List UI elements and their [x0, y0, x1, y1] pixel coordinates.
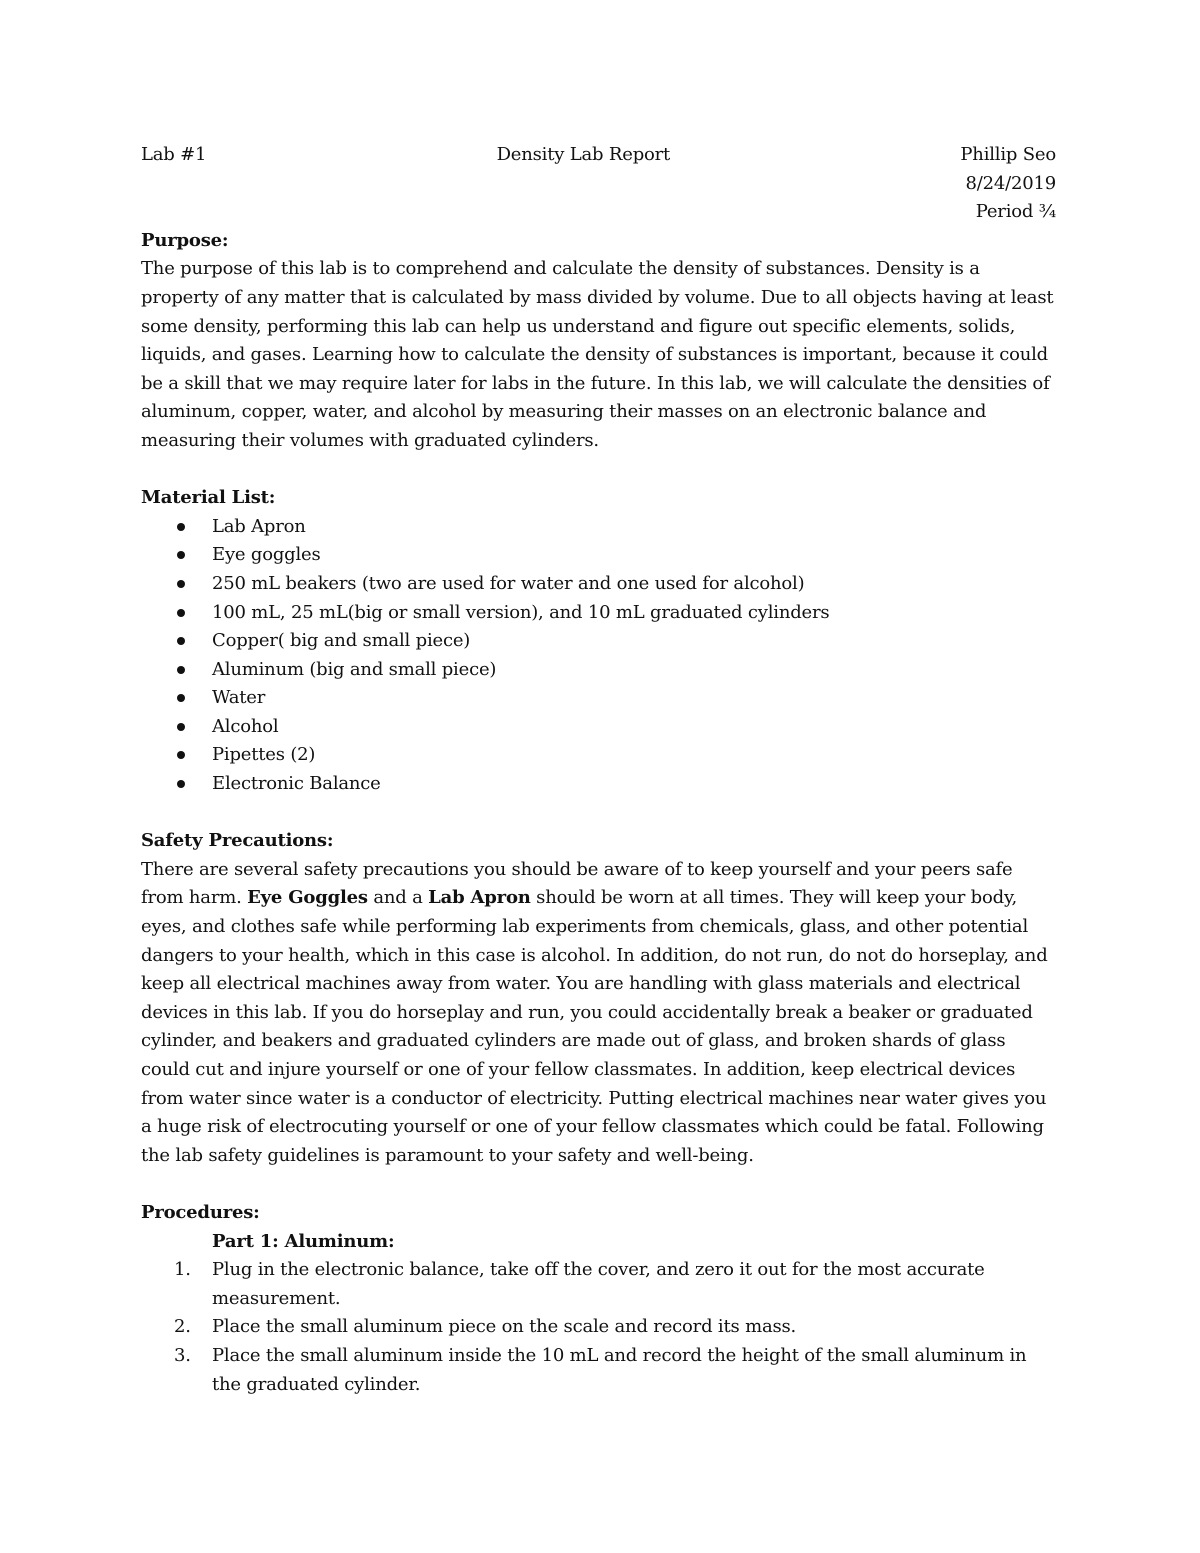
list-item — [141, 1313, 1056, 1342]
list-item: Pipettes (2) — [141, 741, 1056, 770]
list-item — [141, 1256, 1056, 1313]
materials-heading: Material List: — [141, 487, 276, 509]
bullet-icon — [177, 609, 185, 617]
list-item: Alcohol — [141, 713, 1056, 742]
bullet-icon — [177, 523, 185, 531]
safety-paragraph: There are several safety precautions you should be aware of to keep yourself and your peers safe from harm. Eye Goggles and a Lab Apron should be worn at all times. They will keep your body, eyes, and clothes safe while performing lab experiments from chemicals, glass, and other potential dangers to your health, which in this case is alcohol. In addition, do not run, do not do horseplay, and keep all electrical machines away from water. You are handling with glass materials and electrical devices in this lab. If you do horseplay and run, you could accidentally break a beaker or graduated cylinder, and beakers and graduated cylinders are made out of glass, and broken shards of glass could cut and injure yourself or one of your fellow classmates. In addition, keep electrical devices from water since water is a conductor of electricity. Putting electrical machines near water gives you a huge risk of electrocuting yourself or one of your fellow classmates which could be fatal. Following the lab safety guidelines is paramount to your safety and well-being. — [141, 858, 1048, 1166]
safety-heading: Safety Precautions: — [141, 830, 334, 852]
author-name: Phillip Seo — [960, 144, 1056, 165]
lab-number: Lab #1 — [141, 144, 207, 165]
class-period: Period ¾ — [975, 201, 1056, 223]
step-number: 3. — [174, 1344, 191, 1366]
lab-apron-emphasis: Lab Apron — [428, 887, 531, 909]
bullet-icon — [177, 666, 185, 674]
list-item: Lab Apron — [141, 513, 1056, 542]
eye-goggles-emphasis: Eye Goggles — [247, 887, 368, 909]
bullet-icon — [177, 780, 185, 788]
procedure-steps — [141, 1256, 1056, 1399]
step-text: Place the small aluminum piece on the scale and record its mass. — [212, 1316, 797, 1338]
bullet-icon — [177, 723, 185, 731]
list-item: Electronic Balance — [141, 770, 1056, 799]
part1-heading: Part 1: Aluminum: — [212, 1230, 395, 1252]
list-item: Copper( big and small piece) — [141, 627, 1056, 656]
document-title: Density Lab Report — [496, 144, 671, 165]
list-item: 100 mL, 25 mL(big or small version), and 10 mL graduated cylinders — [141, 599, 1056, 628]
bullet-icon — [177, 580, 185, 588]
list-item: 250 mL beakers (two are used for water and one used for alcohol) — [141, 570, 1056, 599]
list-item: Water — [141, 684, 1056, 713]
purpose-paragraph: The purpose of this lab is to comprehend and calculate the density of substances. Density is a property of any matter that is calculated by mass divided by volume. Due to all objects having at least some density, performing this lab can help us understand and figure out specific elements, solids, liquids, and gases. Learning how to calculate the density of substances is important, because it could be a skill that we may require later for labs in the future. In this lab, we will calculate the densities of aluminum, copper, water, and alcohol by measuring their masses on an electronic balance and measuring their volumes with graduated cylinders. — [141, 258, 1054, 451]
step-number: 2. — [174, 1316, 191, 1338]
header-row — [141, 141, 1056, 170]
report-date: 8/24/2019 — [965, 172, 1056, 194]
step-text: Place the small aluminum inside the 10 mL and record the height of the small aluminum in the graduated cylinder. — [212, 1344, 1027, 1395]
header-meta — [141, 170, 1056, 227]
list-item: Eye goggles — [141, 541, 1056, 570]
bullet-icon — [177, 751, 185, 759]
bullet-icon — [177, 637, 185, 645]
step-text: Plug in the electronic balance, take off the cover, and zero it out for the most accurate measurement. — [212, 1259, 985, 1309]
procedures-heading: Procedures: — [141, 1201, 260, 1223]
document-page — [141, 141, 1056, 1399]
bullet-icon — [177, 551, 185, 559]
purpose-heading: Purpose: — [141, 229, 229, 251]
list-item: Aluminum (big and small piece) — [141, 656, 1056, 685]
list-item — [141, 1342, 1056, 1399]
bullet-icon — [177, 694, 185, 702]
step-number: 1. — [174, 1259, 191, 1281]
materials-list — [141, 513, 1056, 799]
